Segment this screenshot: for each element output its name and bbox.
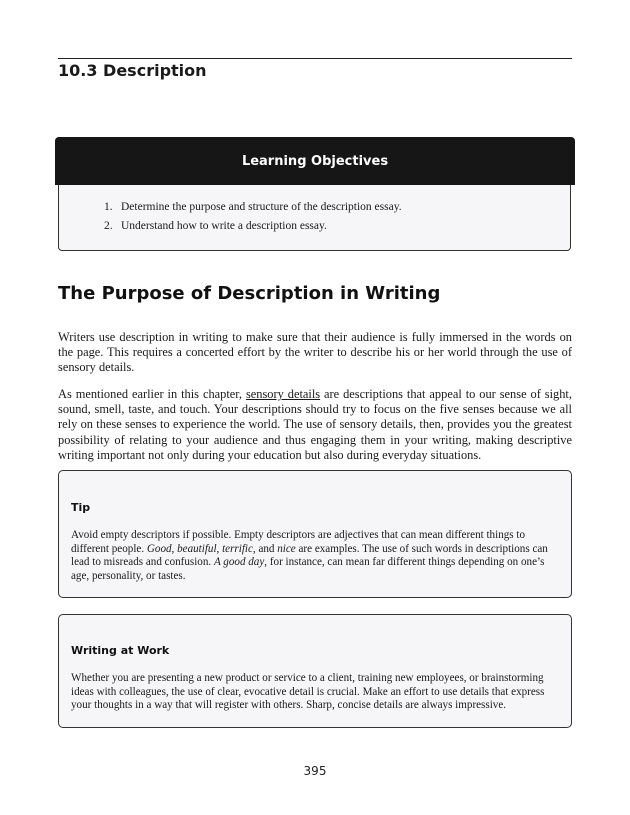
learning-objectives-heading: Learning Objectives [55,137,575,185]
page-number: 395 [303,764,327,778]
tip-box [58,470,572,598]
paragraph-2: As mentioned earlier in this chapter, sensory details are descriptions that appeal to our sense of sight, sound, smell, taste, and touch. Your descriptions should try to focus on the five senses because we all rely on these senses to experience the world. The use of sensory details, then, provides you the greatest possibility of relating to your audience and thus engaging them in your writing, making descriptive writing important not only during your education but also during everyday situations. [58,387,572,462]
tip-title: Tip [71,501,91,514]
sensory-details-term: sensory details [245,387,321,401]
top-rule [58,58,572,59]
learning-objectives-list [104,200,402,238]
paragraph-1: Writers use description in writing to make sure that their audience is fully immersed in the words on the page. This requires a concerted effort by the writer to describe his or her world through the use of sensory details. [58,330,572,375]
writing-at-work-box [58,614,572,728]
subsection-heading: The Purpose of Description in Writing [58,283,441,304]
writing-at-work-text: Whether you are presenting a new product or service to a client, training new employees, or brainstorming ideas with colleagues, the use of clear, evocative detail is crucial. Make an effort to use details that express your thoughts in a way that will register with others. Sharp, concise details are always impressive. [71,672,545,712]
list-item: 2. Understand how to write a description essay. [104,220,327,232]
writing-at-work-title: Writing at Work [71,644,170,657]
section-title: 10.3 Description [58,61,207,80]
list-item: 1. Determine the purpose and structure of the description essay. [104,201,402,213]
tip-text: Avoid empty descriptors if possible. Empty descriptors are adjectives that can mean different things to different people. Good, beautiful, terrific, and nice are examples. The use of such words in descriptions can lead to misreads and confusion. A good day, for instance, can mean far different things depending on one’s age, personality, or tastes. [71,529,548,582]
